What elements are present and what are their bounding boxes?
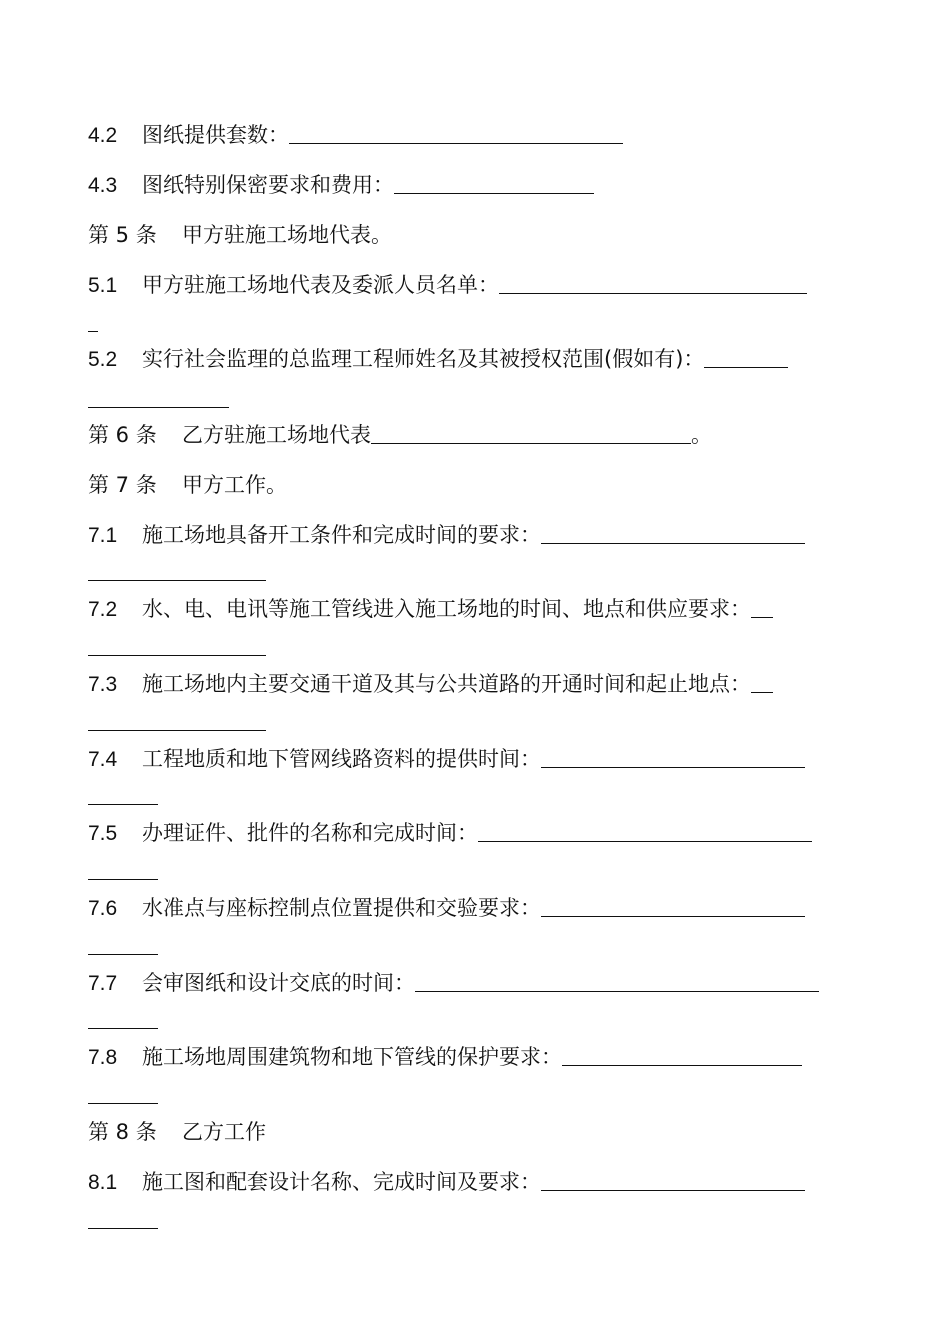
- clause-7-4: [88, 742, 805, 776]
- fill-in-blank-continuation[interactable]: [88, 932, 158, 955]
- fill-in-blank[interactable]: [704, 345, 788, 368]
- fill-in-blank[interactable]: [541, 521, 805, 544]
- article-number: 第 8 条: [88, 1120, 157, 1144]
- clause-text: 甲方驻施工场地代表及委派人员名单：: [142, 273, 499, 297]
- clause-number: 4.3: [88, 174, 118, 197]
- clause-text: 施工图和配套设计名称、完成时间及要求：: [142, 1170, 541, 1194]
- article-title: 甲方工作。: [182, 473, 287, 497]
- clause-number: 7.3: [88, 673, 118, 696]
- fill-in-blank[interactable]: [541, 1168, 805, 1191]
- fill-in-blank-continuation[interactable]: [88, 708, 266, 731]
- clause-7-7: [88, 966, 819, 1000]
- fill-in-blank[interactable]: [499, 271, 807, 294]
- article-number: 第 7 条: [88, 473, 157, 497]
- clause-number: 7.8: [88, 1046, 118, 1069]
- clause-7-3: [88, 667, 773, 701]
- article-title: 甲方驻施工场地代表。: [182, 223, 392, 247]
- fill-in-blank-continuation[interactable]: [88, 1081, 158, 1104]
- fill-in-blank[interactable]: [478, 819, 812, 842]
- clause-number: 7.6: [88, 897, 118, 920]
- article-7-heading: [88, 468, 287, 502]
- article-8-heading: [88, 1115, 266, 1149]
- clause-text: 水准点与座标控制点位置提供和交验要求：: [142, 896, 541, 920]
- fill-in-blank-continuation[interactable]: [88, 1006, 158, 1029]
- article-6-heading: [88, 418, 712, 452]
- article-5-heading: [88, 218, 392, 252]
- clause-text: 水、电、电讯等施工管线进入施工场地的时间、地点和供应要求：: [142, 597, 751, 621]
- clause-5-2: [88, 342, 788, 376]
- clause-number: 7.1: [88, 524, 118, 547]
- clause-text: 施工场地周围建筑物和地下管线的保护要求：: [142, 1045, 562, 1069]
- clause-number: 7.2: [88, 598, 118, 621]
- clause-number: 7.5: [88, 822, 118, 845]
- fill-in-blank[interactable]: [751, 595, 773, 618]
- clause-4-3: [88, 168, 594, 202]
- fill-in-blank[interactable]: [751, 670, 773, 693]
- fill-in-blank-continuation[interactable]: [88, 385, 229, 408]
- fill-in-blank-continuation[interactable]: [88, 558, 266, 581]
- clause-text: 图纸提供套数：: [142, 123, 289, 147]
- fill-in-blank-continuation[interactable]: [88, 782, 158, 805]
- clause-text: 施工场地具备开工条件和完成时间的要求：: [142, 523, 541, 547]
- clause-number: 7.4: [88, 748, 118, 771]
- fill-in-blank-continuation[interactable]: [88, 1206, 158, 1229]
- fill-in-blank-continuation[interactable]: [88, 857, 158, 880]
- clause-7-5: [88, 816, 812, 850]
- clause-number: 4.2: [88, 124, 118, 147]
- clause-7-2: [88, 592, 773, 626]
- clause-text: 会审图纸和设计交底的时间：: [142, 971, 415, 995]
- clause-number: 5.1: [88, 274, 118, 297]
- fill-in-blank-continuation[interactable]: [88, 633, 266, 656]
- clause-text: 实行社会监理的总监理工程师姓名及其被授权范围(假如有)：: [142, 347, 705, 371]
- fill-in-blank[interactable]: [562, 1043, 802, 1066]
- article-number: 第 6 条: [88, 423, 157, 447]
- clause-8-1: [88, 1165, 805, 1199]
- fill-in-blank[interactable]: [541, 745, 805, 768]
- article-number: 第 5 条: [88, 223, 157, 247]
- clause-number: 8.1: [88, 1171, 118, 1194]
- fill-in-blank[interactable]: [541, 894, 805, 917]
- clause-text: 图纸特别保密要求和费用：: [142, 173, 394, 197]
- clause-7-6: [88, 891, 805, 925]
- clause-number: 7.7: [88, 972, 118, 995]
- clause-text: 施工场地内主要交通干道及其与公共道路的开通时间和起止地点：: [142, 672, 751, 696]
- period-mark: 。: [691, 423, 712, 447]
- fill-in-blank[interactable]: [394, 171, 594, 194]
- clause-7-8: [88, 1040, 802, 1074]
- fill-in-blank[interactable]: [289, 121, 623, 144]
- clause-text: 办理证件、批件的名称和完成时间：: [142, 821, 478, 845]
- article-title: 乙方工作: [182, 1120, 266, 1144]
- clause-4-2: [88, 118, 623, 152]
- fill-in-blank[interactable]: [415, 969, 819, 992]
- clause-7-1: [88, 518, 805, 552]
- fill-in-blank-continuation[interactable]: [88, 309, 98, 332]
- fill-in-blank[interactable]: [371, 421, 691, 444]
- clause-number: 5.2: [88, 348, 118, 371]
- clause-5-1: [88, 268, 807, 302]
- clause-text: 工程地质和地下管网线路资料的提供时间：: [142, 747, 541, 771]
- article-title: 乙方驻施工场地代表: [182, 423, 371, 447]
